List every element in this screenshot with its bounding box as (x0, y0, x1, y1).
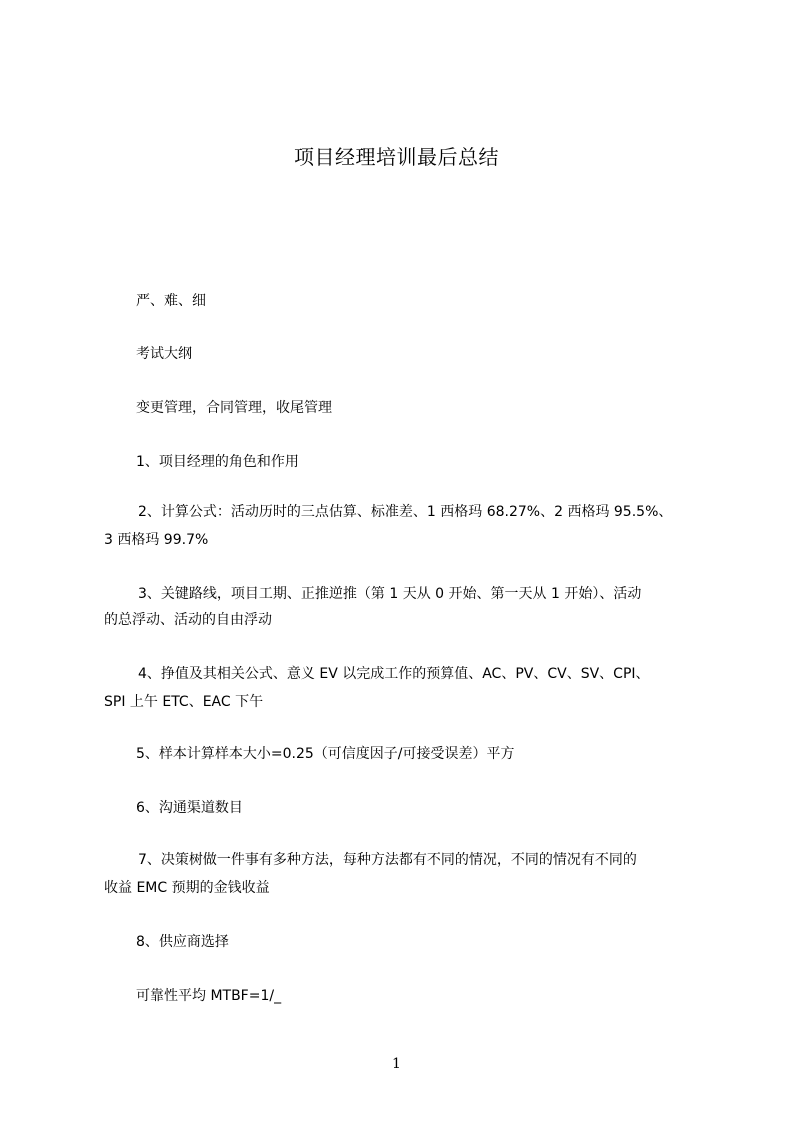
page-number: 1 (392, 1056, 401, 1072)
paragraph-reliability: 可靠性平均 MTBF=1/_ (136, 988, 282, 1004)
paragraph-item-6: 6、沟通渠道数目 (136, 800, 243, 816)
paragraph-item-3-line-2: 的总浮动、活动的自由浮动 (104, 612, 272, 628)
paragraph-item-2-line-1: 2、计算公式：活动历时的三点估算、标准差、1 西格玛 68.27%、2 西格玛 95.5%、 (138, 504, 673, 520)
paragraph-item-4-line-2: SPI 上午 ETC、EAC 下午 (104, 694, 264, 710)
document-title: 项目经理培训最后总结 (294, 145, 499, 169)
paragraph-item-5: 5、样本计算样本大小=0.25（可信度因子/可接受误差）平方 (136, 746, 515, 762)
paragraph-item-2-line-2: 3 西格玛 99.7% (104, 532, 209, 548)
paragraph-management-areas: 变更管理，合同管理，收尾管理 (136, 400, 332, 416)
paragraph-item-7-line-2: 收益 EMC 预期的金钱收益 (104, 880, 270, 896)
paragraph-item-8: 8、供应商选择 (136, 934, 229, 950)
paragraph-item-3-line-1: 3、关键路线，项目工期、正推逆推（第 1 天从 0 开始、第一天从 1 开始）、活动 (138, 586, 642, 602)
paragraph-principles: 严、难、细 (136, 293, 206, 309)
paragraph-item-7-line-1: 7、决策树做一件事有多种方法，每种方法都有不同的情况，不同的情况有不同的 (138, 852, 637, 868)
paragraph-exam-outline: 考试大纲 (136, 346, 192, 362)
paragraph-item-1: 1、项目经理的角色和作用 (136, 454, 299, 470)
paragraph-item-4-line-1: 4、挣值及其相关公式、意义 EV 以完成工作的预算值、AC、PV、CV、SV、CPI、 (138, 666, 650, 682)
